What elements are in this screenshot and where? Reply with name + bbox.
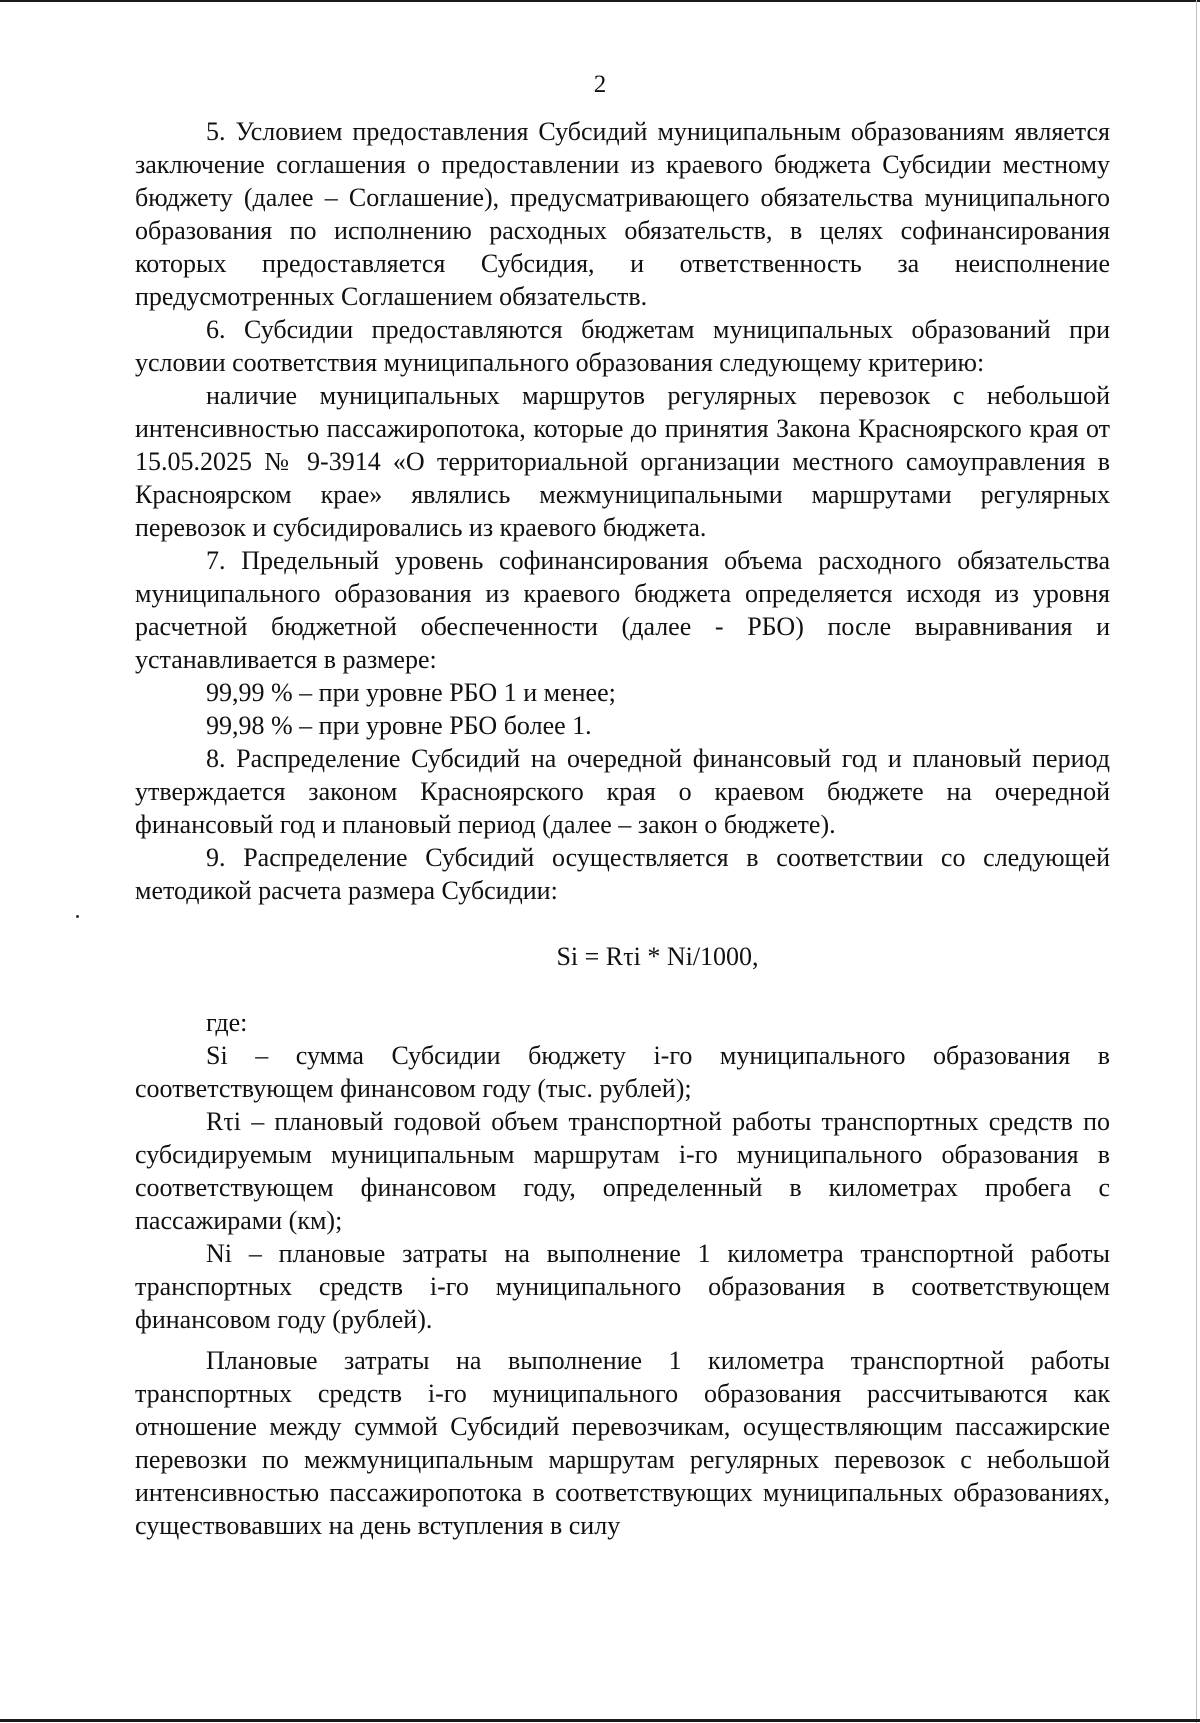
- where-label: где:: [206, 1008, 248, 1037]
- scan-top-edge: [0, 0, 1200, 2]
- subsidy-formula: Si = Rτi * Ni/1000,: [556, 942, 759, 971]
- rate-item-2: 99,98 % – при уровне РБО более 1.: [206, 711, 592, 740]
- rate-item-1: 99,99 % – при уровне РБО 1 и менее;: [206, 678, 616, 707]
- document-body: [135, 115, 1110, 1542]
- scan-speck: [76, 915, 79, 918]
- criterion-paragraph: наличие муниципальных маршрутов регулярных перевозок с небольшой интенсивностью пассажиропотока, которые до принятия Закона Красноярского края от 15.05.2025 № 9-3914 «О территориальной организации местного самоуправления в Красноярском крае» являлись межмуниципальными маршрутами регулярных перевозок и субсидировались из краевого бюджета.: [135, 381, 1110, 542]
- definition-rti: Rτi – плановый годовой объем транспортной работы транспортных средств по субсидируемым муниципальным маршрутам i-го муниципального образования в соответствующем финансовом году, определенный в километрах пробега с пассажирами (км);: [135, 1107, 1110, 1235]
- paragraph-8: 8. Распределение Субсидий на очередной финансовый год и плановый период утверждается законом Красноярского края о краевом бюджете на очередной финансовый год и плановый период (далее – закон о бюджете).: [135, 744, 1110, 839]
- page-number: 2: [593, 71, 607, 98]
- paragraph-9: 9. Распределение Субсидий осуществляется в соответствии со следующей методикой расчета размера Субсидии:: [135, 843, 1110, 905]
- paragraph-7: 7. Предельный уровень софинансирования объема расходного обязательства муниципального образования из краевого бюджета определяется исходя из уровня расчетной бюджетной обеспеченности (далее - РБО) после выравнивания и устанавливается в размере:: [135, 546, 1110, 674]
- closing-paragraph: Плановые затраты на выполнение 1 километра транспортной работы транспортных средств i-го муниципального образования рассчитываются как отношение между суммой Субсидий перевозчикам, осуществляющим пассажирские перевозки по межмуниципальным маршрутам регулярных перевозок с небольшой интенсивностью пассажиропотока в соответствующих муниципальных образованиях, существовавших на день вступления в силу: [135, 1346, 1110, 1540]
- scan-bottom-edge: [0, 1719, 1200, 1722]
- paragraph-5: 5. Условием предоставления Субсидий муниципальным образованиям является заключение соглашения о предоставлении из краевого бюджета Субсидии местному бюджету (далее – Соглашение), предусматривающего обязательства муниципального образования по исполнению расходных обязательств, в целях софинансирования которых предоставляется Субсидия, и ответственность за неисполнение предусмотренных Соглашением обязательств.: [135, 117, 1110, 311]
- definition-ni: Ni – плановые затраты на выполнение 1 километра транспортной работы транспортных средств i-го муниципального образования в соответствующем финансовом году (рублей).: [135, 1239, 1110, 1334]
- definition-si: Si – сумма Субсидии бюджету i-го муниципального образования в соответствующем финансовом году (тыс. рублей);: [135, 1041, 1110, 1103]
- paragraph-6: 6. Субсидии предоставляются бюджетам муниципальных образований при условии соответствия муниципального образования следующему критерию:: [135, 315, 1110, 377]
- scan-right-edge: [1196, 0, 1197, 1723]
